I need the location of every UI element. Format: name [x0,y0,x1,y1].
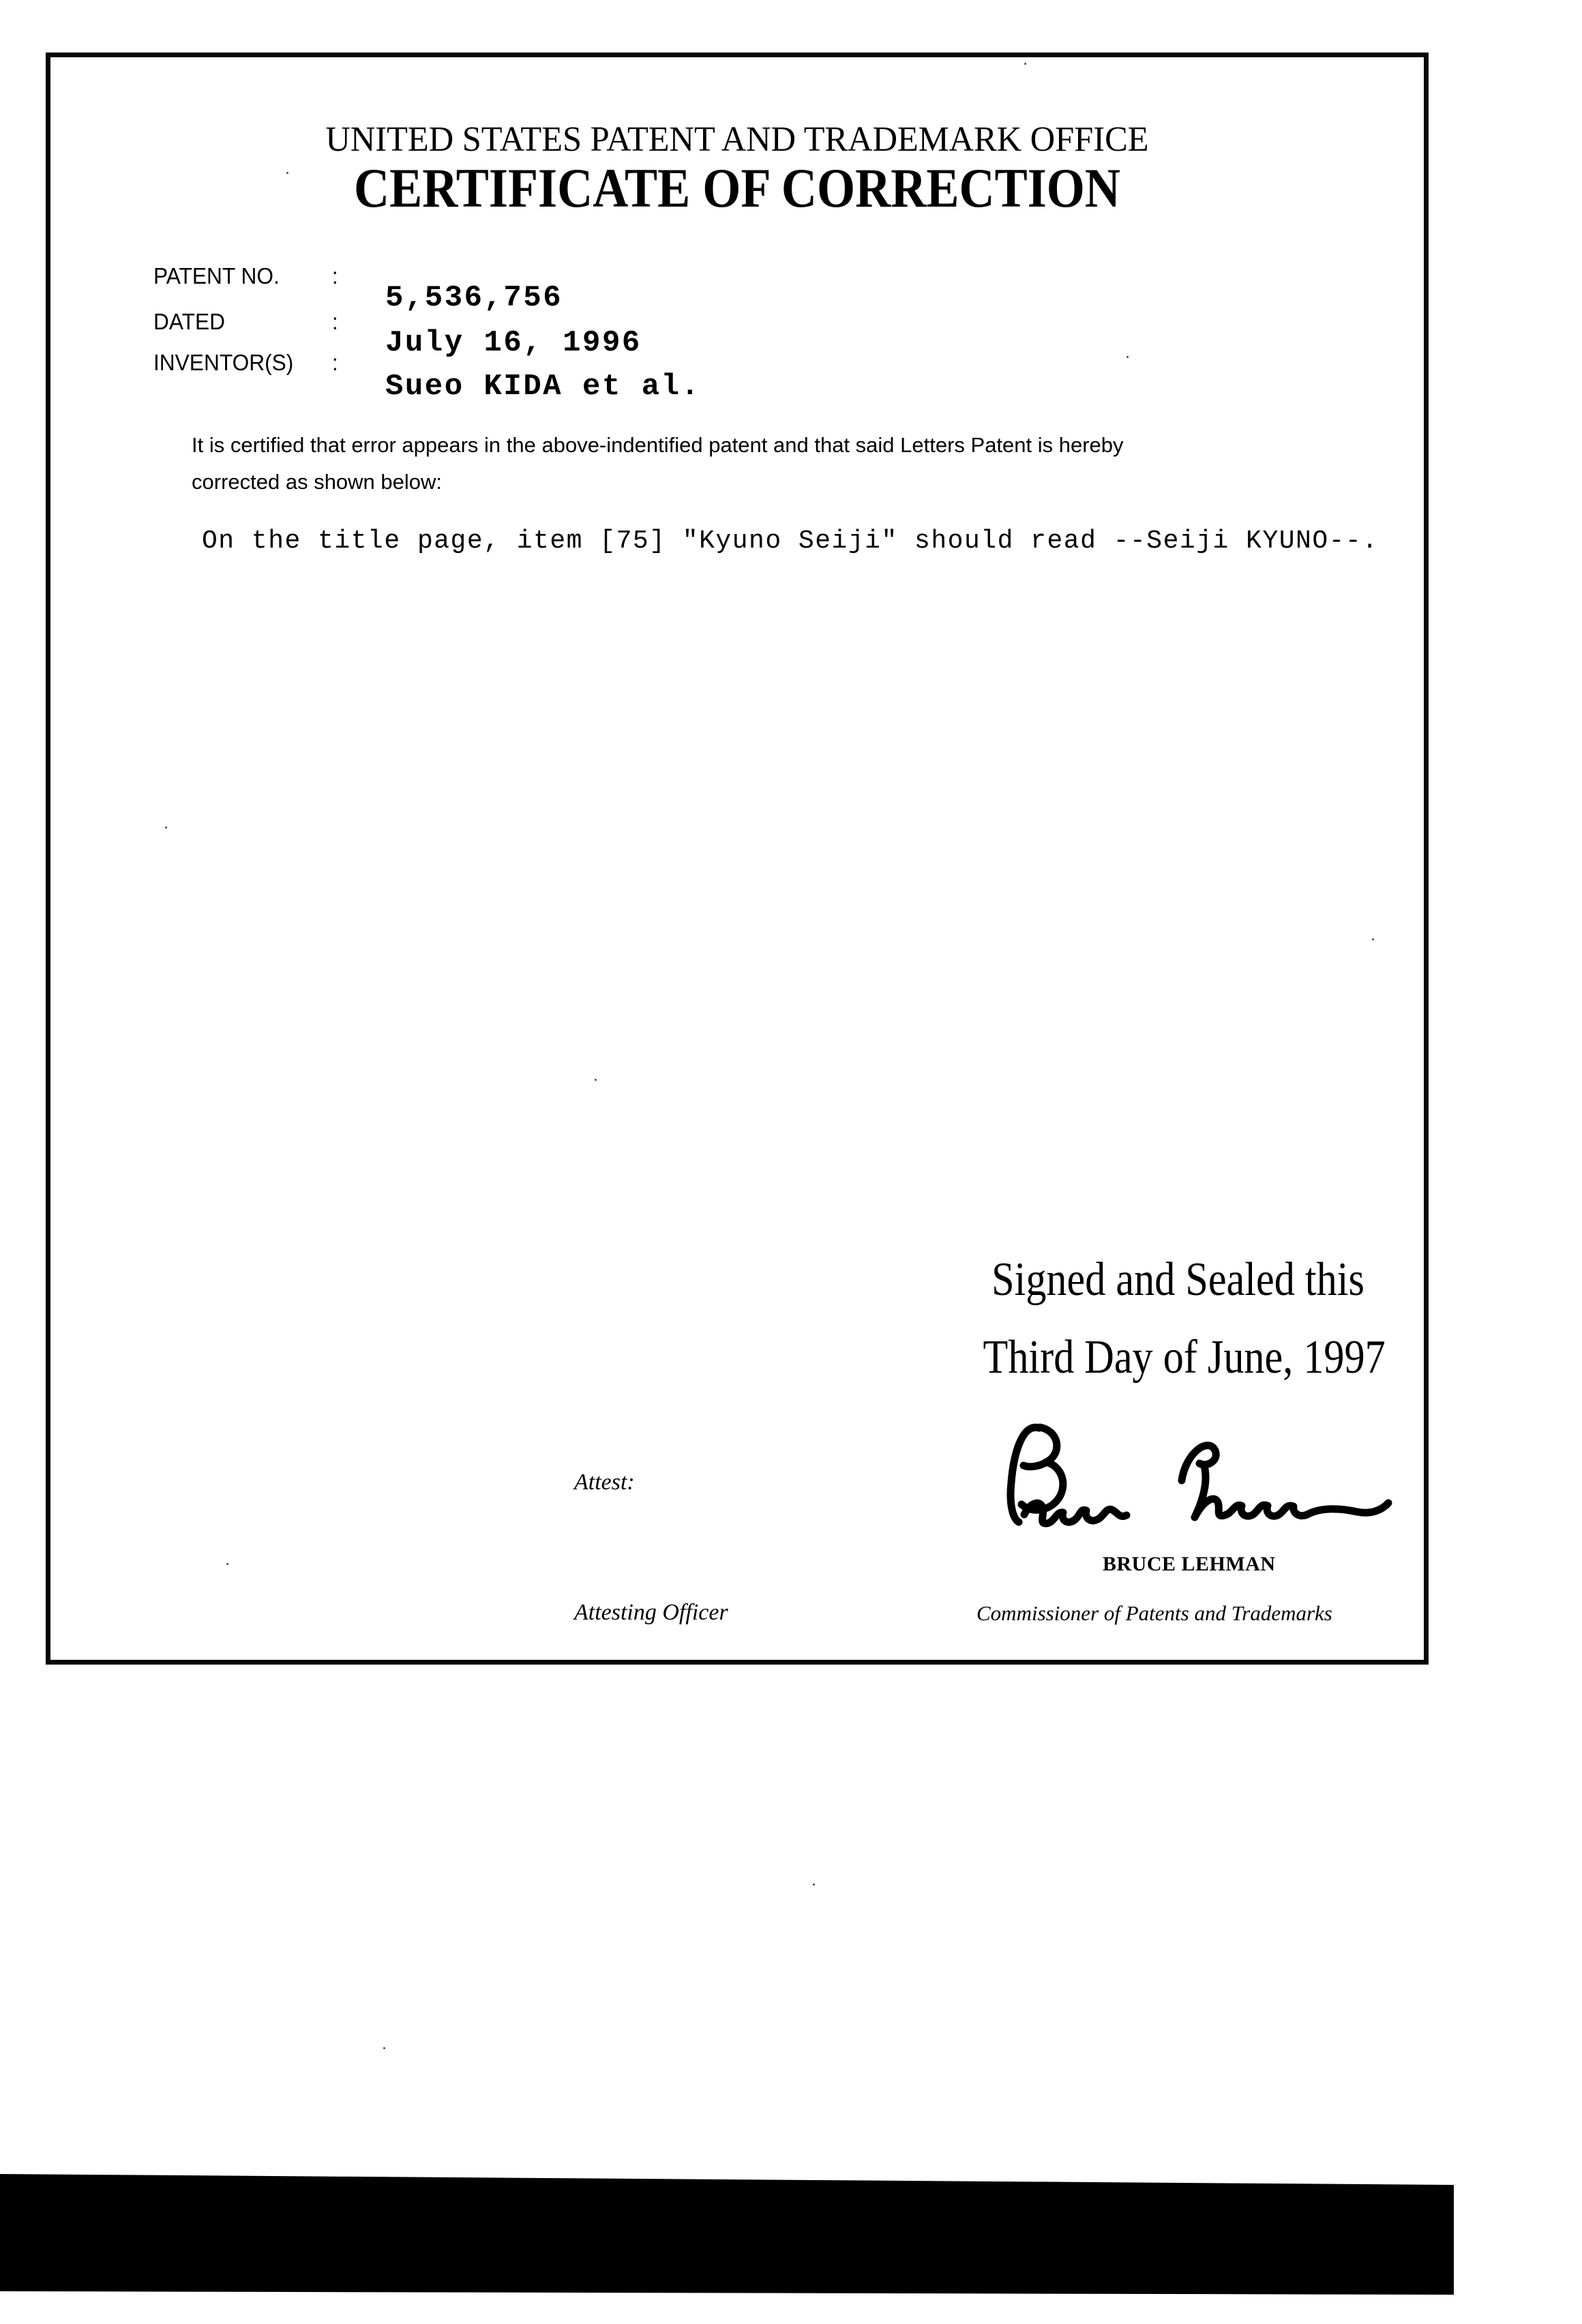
inventors-colon: : [331,350,338,375]
scan-speck [286,172,288,174]
inventors-label [153,350,338,376]
certificate-title: CERTIFICATE OF CORRECTION [353,157,1121,219]
patent-no-colon: : [331,263,338,288]
scan-speck [1126,356,1129,358]
correction-text: On the title page, item [75] "Kyuno Seiji" should read --Seiji KYUNO--. [202,526,1379,556]
certification-paragraph [192,427,1351,501]
scan-speck [383,2047,385,2049]
scan-speck [595,1079,597,1081]
dated-label-text: DATED [153,309,226,334]
dated-colon: : [331,309,338,334]
dated-label [153,309,338,335]
patent-no-label [153,263,338,289]
scan-speck [1372,938,1374,940]
scan-speck [226,1563,228,1565]
scan-speck [1024,63,1026,65]
scan-speck [813,1883,815,1886]
redaction-bar [0,2172,1454,2297]
office-title: UNITED STATES PATENT AND TRADEMARK OFFICE [325,120,1149,159]
certification-line-2: corrected as shown below: [192,470,443,494]
signed-sealed-line: Signed and Sealed this [991,1253,1364,1306]
patent-no-value: 5,536,756 [385,281,563,315]
dated-value: July 16, 1996 [385,326,642,360]
certification-line-1: It is certified that error appears in the above-indentified patent and that said Letters Patent is hereby [192,433,1124,457]
inventors-label-text: INVENTOR(S) [153,350,294,375]
signed-date-line: Third Day of June, 1997 [983,1331,1386,1384]
signer-name: BRUCE LEHMAN [1103,1553,1276,1575]
bruce-lehman-signature-icon [974,1417,1397,1532]
signer-title: Commissioner of Patents and Trademarks [976,1601,1332,1625]
signed-sealed-block [951,1253,1405,1385]
patent-no-label-text: PATENT NO. [153,263,280,288]
inventors-value: Sueo KIDA et al. [385,370,701,404]
attest-label: Attest: [574,1470,635,1495]
attesting-officer-label: Attesting Officer [574,1600,728,1625]
scan-speck [165,826,167,829]
